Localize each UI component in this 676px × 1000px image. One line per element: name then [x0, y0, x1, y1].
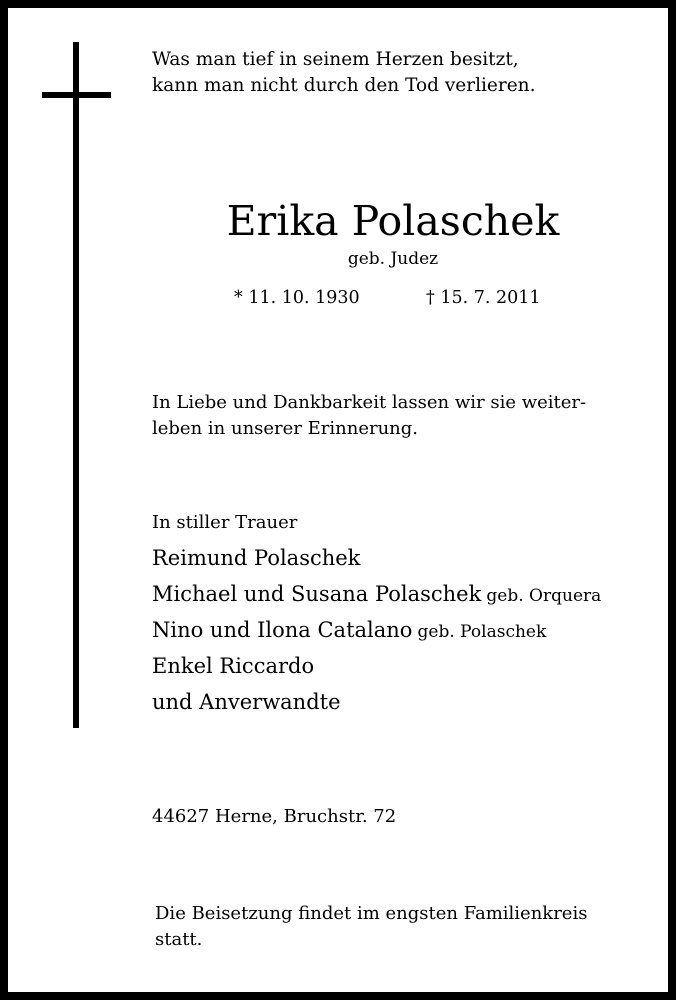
- mourner-name: Nino und Ilona Catalano: [152, 618, 413, 642]
- mourner-entry: [152, 684, 601, 720]
- birth-date: * 11. 10. 1930: [234, 288, 360, 308]
- birth-name: geb. Judez: [347, 249, 439, 269]
- burial-line: Die Beisetzung findet im engsten Familienkreis: [155, 903, 588, 924]
- address: 44627 Herne, Bruchstr. 72: [152, 806, 397, 827]
- mourning-label: In stiller Trauer: [152, 512, 298, 533]
- mourner-entry: [152, 648, 601, 684]
- mourner-name: Michael und Susana Polaschek: [152, 582, 482, 606]
- verse-line: Was man tief in seinem Herzen besitzt,: [152, 49, 519, 70]
- deceased-name: Erika Polaschek: [226, 197, 560, 245]
- burial-line: statt.: [155, 929, 203, 950]
- burial-notice: [155, 901, 587, 953]
- cross-horizontal-bar: [42, 92, 111, 98]
- tribute-line: In Liebe und Dankbarkeit lassen wir sie weiter-: [152, 392, 587, 413]
- mourner-name: Reimund Polaschek: [152, 546, 361, 570]
- cross-vertical-bar: [73, 42, 79, 728]
- mourners-list: [152, 540, 601, 720]
- mourner-entry: [152, 576, 601, 612]
- tribute-line: leben in unserer Erinnerung.: [152, 418, 419, 439]
- mourner-entry: [152, 612, 601, 648]
- mourner-entry: [152, 540, 601, 576]
- mourner-name: und Anverwandte: [152, 690, 341, 714]
- death-date: † 15. 7. 2011: [426, 288, 541, 308]
- mourner-name: Enkel Riccardo: [152, 654, 315, 678]
- verse-line: kann man nicht durch den Tod verlieren.: [152, 75, 536, 96]
- mourner-birth-name: geb. Polaschek: [417, 622, 547, 642]
- mourner-birth-name: geb. Orquera: [486, 586, 602, 606]
- tribute-text: [152, 390, 586, 442]
- verse: [152, 47, 535, 99]
